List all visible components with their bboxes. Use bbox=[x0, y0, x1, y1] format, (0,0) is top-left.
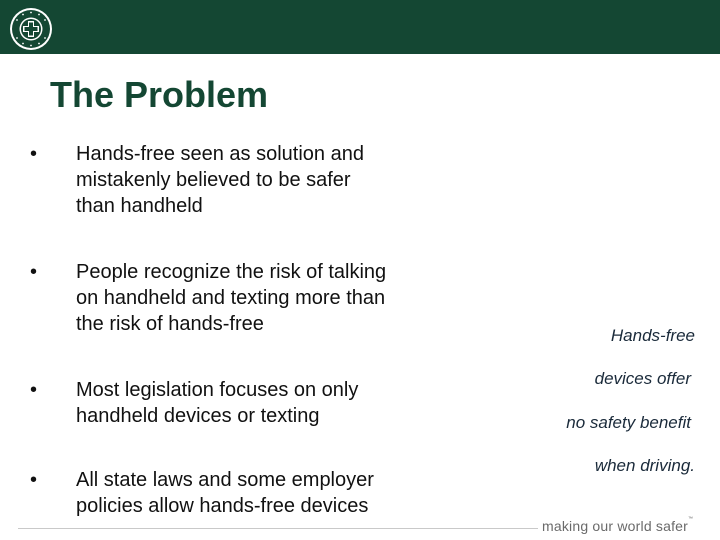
bullet-marker: • bbox=[30, 469, 38, 491]
bullet-list bbox=[30, 141, 470, 519]
tagline-text: making our world safer bbox=[542, 518, 689, 534]
callout-line: when driving. bbox=[594, 456, 695, 475]
bullet-line: policies allow hands-free devices bbox=[76, 495, 369, 517]
trademark-symbol: ™ bbox=[688, 516, 694, 522]
callout-line: Hands-free bbox=[610, 326, 695, 345]
bullet-line: Most legislation focuses on only bbox=[76, 379, 359, 401]
bullet-line: mistakenly believed to be safer bbox=[76, 169, 351, 191]
callout-line: devices offer bbox=[594, 369, 691, 388]
bullet-item bbox=[30, 467, 470, 519]
bullet-line: All state laws and some employer bbox=[76, 469, 374, 491]
footer-divider bbox=[18, 528, 538, 529]
bullet-line: handheld devices or texting bbox=[76, 405, 320, 427]
bullet-marker: • bbox=[30, 379, 38, 401]
bullet-line: Hands-free seen as solution and bbox=[76, 143, 364, 165]
bullet-item bbox=[30, 141, 470, 219]
bullet-line: the risk of hands-free bbox=[76, 313, 264, 335]
bullet-marker: • bbox=[30, 143, 38, 165]
slide-title: The Problem bbox=[50, 74, 269, 115]
header-bar bbox=[0, 0, 720, 54]
nsc-logo-icon bbox=[9, 7, 53, 51]
callout-line: no safety benefit bbox=[566, 413, 691, 432]
bullet-item bbox=[30, 259, 470, 337]
footer-tagline bbox=[542, 518, 693, 534]
bullet-line: People recognize the risk of talking bbox=[76, 261, 387, 283]
bullet-line: than handheld bbox=[76, 195, 203, 217]
bullet-marker: • bbox=[30, 261, 38, 283]
bullet-line: on handheld and texting more than bbox=[76, 287, 386, 309]
bullet-item bbox=[30, 377, 470, 429]
